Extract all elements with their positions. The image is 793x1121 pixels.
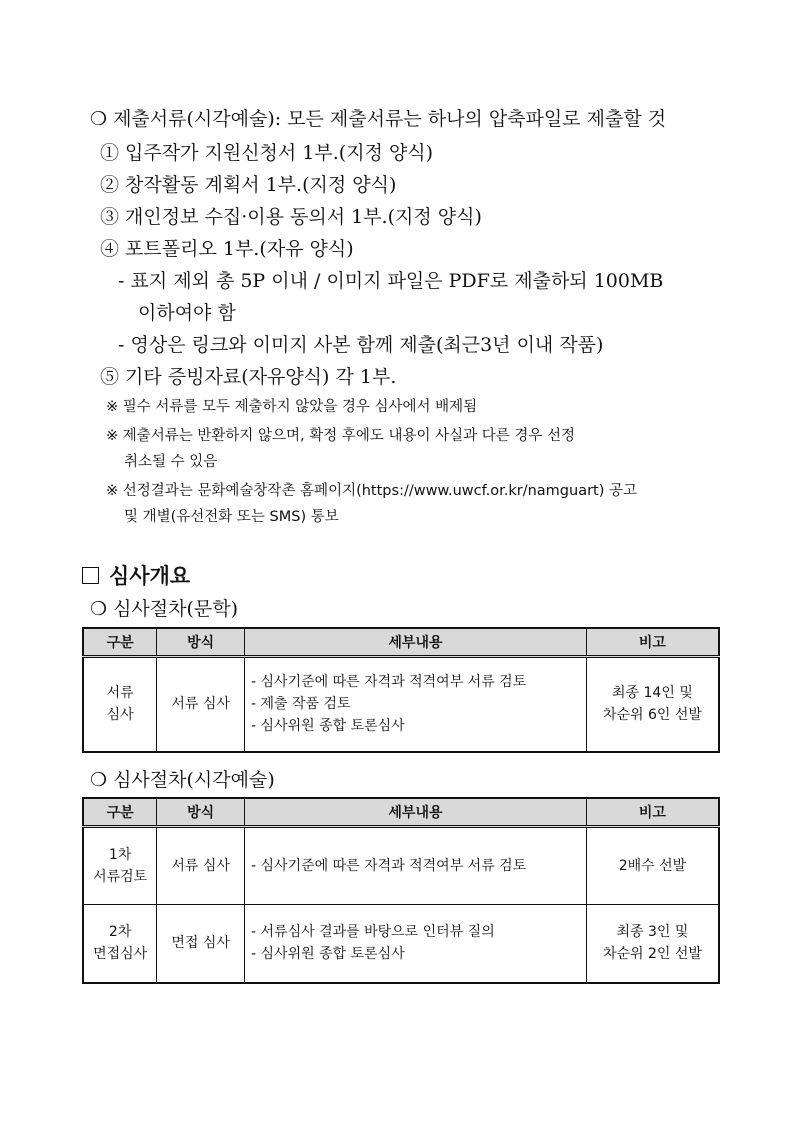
table-row: [83, 905, 719, 983]
detail-line: - 심사위원 종합 토론심사: [251, 946, 405, 963]
row-method: 면접 심사: [157, 905, 245, 983]
header-category: 구분: [83, 798, 157, 827]
table-header-row: [83, 798, 719, 827]
row-category: [83, 905, 157, 983]
submission-heading: ❍ 제출서류(시각예술): 모든 제출서류는 하나의 압축파일로 제출할 것: [90, 108, 667, 130]
submission-item-5: ⑤ 기타 증빙자료(자유양식) 각 1부.: [100, 366, 397, 388]
note-2: ※ 제출서류는 반환하지 않으며, 확정 후에도 내용이 사실과 다른 경우 선정: [106, 428, 576, 444]
row-details: [245, 905, 587, 983]
submission-item-4: ④ 포트폴리오 1부.(자유 양식): [100, 238, 354, 260]
visual-procedure-title: ❍ 심사절차(시각예술): [90, 769, 275, 791]
header-method: 방식: [157, 628, 245, 657]
detail-line: - 심사기준에 따른 자격과 적격여부 서류 검토: [251, 858, 527, 874]
row-category-line: 1차: [108, 847, 132, 863]
note-line: 최종 3인 및: [616, 924, 689, 941]
detail-line: - 서류심사 결과를 바탕으로 인터뷰 질의: [251, 924, 495, 941]
row-category: [83, 657, 157, 752]
header-method: 방식: [157, 798, 245, 827]
note-line: 차순위 2인 선발: [602, 946, 702, 963]
note-2-cont: 취소될 수 있음: [124, 454, 218, 470]
row-note: [586, 905, 719, 983]
table-row: [83, 657, 719, 752]
submission-item-1: ① 입주작가 지원신청서 1부.(지정 양식): [100, 142, 434, 164]
submission-item-2: ② 창작활동 계획서 1부.(지정 양식): [100, 174, 397, 196]
table-header-row: [83, 628, 719, 657]
detail-line: - 심사기준에 따른 자격과 적격여부 서류 검토: [251, 674, 527, 691]
header-category: 구분: [83, 628, 157, 657]
portfolio-sub-1-cont: 이하여야 함: [138, 302, 236, 324]
header-note: 비고: [586, 628, 719, 657]
row-category: [83, 827, 157, 905]
portfolio-sub-2: - 영상은 링크와 이미지 사본 함께 제출(최근3년 이내 작품): [118, 334, 604, 356]
checkbox-square-icon: [82, 567, 99, 584]
note-line: 최종 14인 및: [612, 685, 693, 702]
note-3: ※ 선정결과는 문화예술창작촌 홈페이지(https://www.uwcf.or.kr/namguart) 공고: [106, 483, 638, 499]
header-details: 세부내용: [245, 628, 587, 657]
section-title: [82, 560, 190, 590]
row-category-line: 면접심사: [93, 946, 148, 963]
visual-review-table: [82, 797, 720, 984]
note-3-cont: 및 개별(유선전화 또는 SMS) 통보: [124, 509, 339, 525]
row-category-line: 2차: [108, 924, 132, 941]
row-category-line: 서류검토: [93, 869, 148, 885]
row-details: [245, 827, 587, 905]
row-note: [586, 827, 719, 905]
note-1: ※ 필수 서류를 모두 제출하지 않았을 경우 심사에서 배제됨: [106, 399, 478, 415]
header-details: 세부내용: [245, 798, 587, 827]
row-category-line: 서류: [106, 685, 134, 702]
header-note: 비고: [586, 798, 719, 827]
row-method: 서류 심사: [157, 827, 245, 905]
submission-item-3: ③ 개인정보 수집·이용 동의서 1부.(지정 양식): [100, 206, 482, 228]
row-details: [245, 657, 587, 752]
detail-line: - 심사위원 종합 토론심사: [251, 718, 405, 735]
portfolio-sub-1: - 표지 제외 총 5P 이내 / 이미지 파일은 PDF로 제출하되 100MB: [118, 270, 664, 292]
note-line: 차순위 6인 선발: [602, 707, 702, 724]
row-method: 서류 심사: [157, 657, 245, 752]
detail-line: - 제출 작품 검토: [251, 696, 351, 713]
lit-procedure-title: ❍ 심사절차(문학): [90, 598, 239, 620]
section-title-text: 심사개요: [109, 564, 191, 588]
note-line: 2배수 선발: [618, 858, 687, 874]
table-row: [83, 827, 719, 905]
row-category-line: 심사: [106, 707, 134, 724]
lit-review-table: [82, 627, 720, 753]
row-note: [586, 657, 719, 752]
